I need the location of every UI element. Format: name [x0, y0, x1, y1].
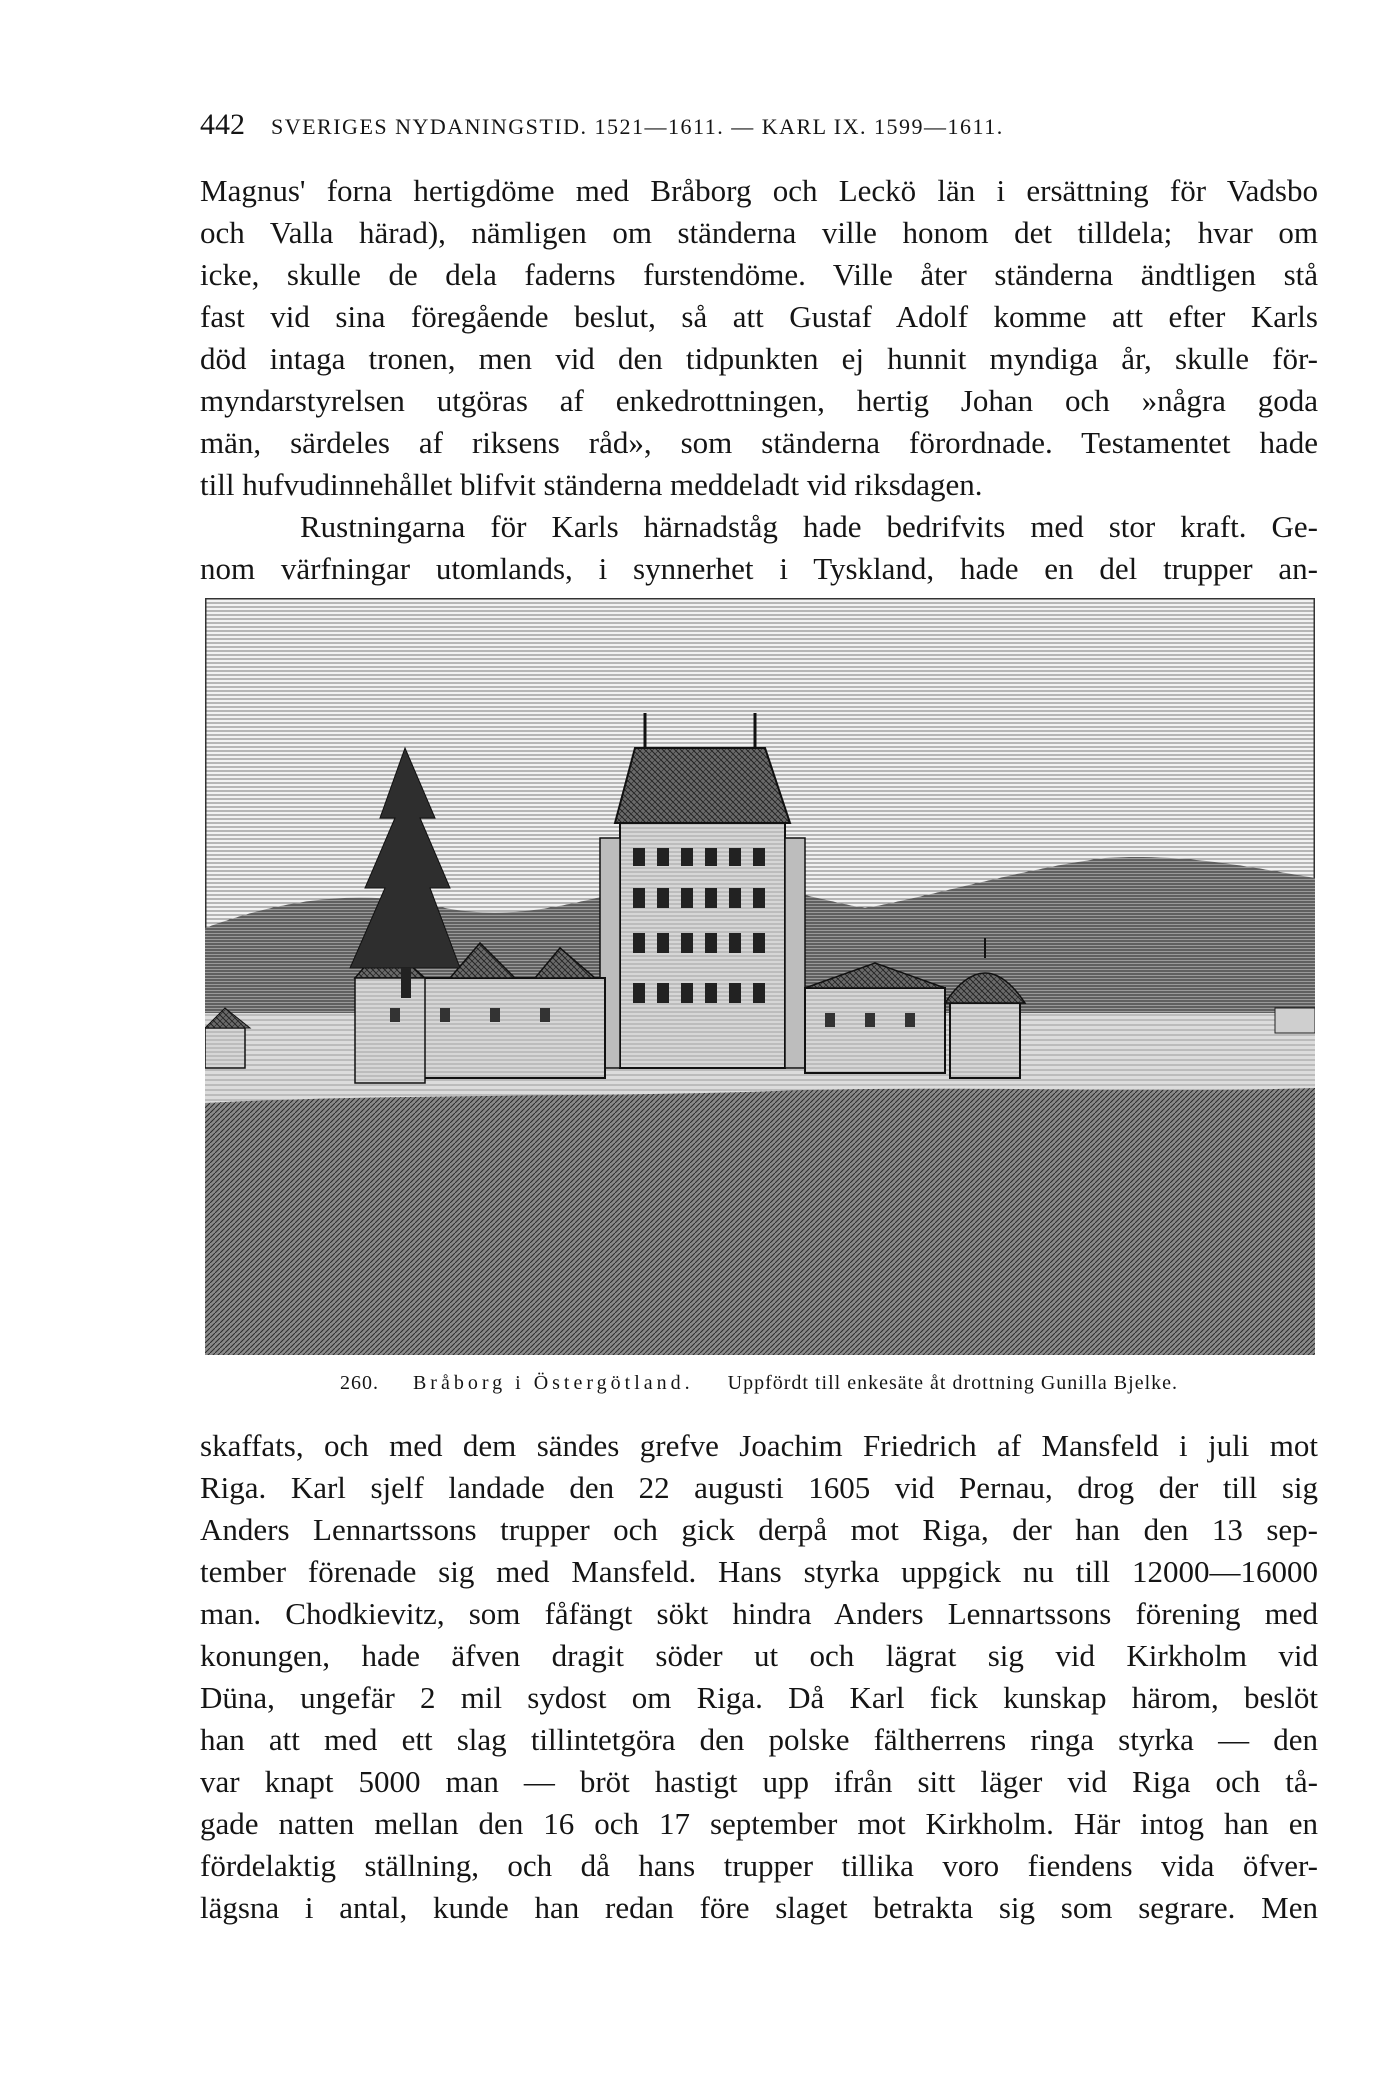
right-building [1275, 1008, 1315, 1033]
top-paragraphs [200, 170, 1318, 590]
text-line: konungen, hade äfven dragit söder ut och lägrat sig vid Kirkholm vid [200, 1638, 1318, 1673]
figure-description: Uppfördt till enkesäte åt drottning Gunilla Bjelke. [727, 1372, 1179, 1394]
engraving-illustration [205, 598, 1315, 1355]
running-header [200, 108, 1300, 142]
figure-number: 260. [339, 1372, 379, 1394]
text-line: Rustningarna för Karls härnadståg hade bedrifvits med stor kraft. Ge- [300, 509, 1318, 544]
text-line: nom värfningar utomlands, i synnerhet i Tyskland, hade en del trupper an- [200, 551, 1318, 586]
castle-engraving [205, 598, 1315, 1355]
running-title: SVERIGES NYDANINGSTID. 1521—1611. — KARL IX. 1599—1611. [271, 114, 1004, 139]
text-line: skaffats, och med dem sändes grefve Joachim Friedrich af Mansfeld i juli mot [200, 1428, 1318, 1463]
text-line: Anders Lennartssons trupper och gick derpå mot Riga, der han den 13 sep- [200, 1512, 1318, 1547]
text-line: Riga. Karl sjelf landade den 22 augusti 1605 vid Pernau, drog der till sig [200, 1470, 1318, 1505]
figure-place: Bråborg i Östergötland. [412, 1372, 694, 1394]
text-line: han att med ett slag tillintetgöra den polske fältherrens ringa styrka — den [200, 1722, 1318, 1757]
bottom-paragraphs [200, 1425, 1318, 1929]
figure-caption [200, 1372, 1318, 1395]
foreground-meadow [205, 1088, 1315, 1355]
text-line: lägsna i antal, kunde han redan före slaget betrakta sig som segrare. Men [200, 1890, 1318, 1925]
text-line: och Valla härad), nämligen om ständerna ville honom det tilldela; hvar om [200, 215, 1318, 250]
text-line: man. Chodkievitz, som fåfängt sökt hindra Anders Lennartssons förening med [200, 1596, 1318, 1631]
text-line: myndarstyrelsen utgöras af enkedrottningen, hertig Johan och »några goda [200, 383, 1318, 418]
text-line: fördelaktig ställning, och då hans trupper tillika voro fiendens vida öfver- [200, 1848, 1318, 1883]
page-number: 442 [200, 108, 245, 141]
text-line: var knapt 5000 man — bröt hastigt upp ifrån sitt läger vid Riga och tå- [200, 1764, 1318, 1799]
text-line: gade natten mellan den 16 och 17 september mot Kirkholm. Här intog han en [200, 1806, 1318, 1841]
text-line: icke, skulle de dela faderns furstendöme. Ville åter ständerna ändtligen stå [200, 257, 1318, 292]
text-line: död intaga tronen, men vid den tidpunkten ej hunnit myndiga år, skulle för- [200, 341, 1318, 376]
text-line: fast vid sina föregående beslut, så att Gustaf Adolf komme att efter Karls [200, 299, 1318, 334]
text-line: män, särdeles af riksens råd», som ständerna förordnade. Testamentet hade [200, 425, 1318, 460]
text-line: tember förenade sig med Mansfeld. Hans styrka uppgick nu till 12000—16000 [200, 1554, 1318, 1589]
text-line: till hufvudinnehållet blifvit ständerna meddeladt vid riksdagen. [200, 467, 983, 502]
text-line: Düna, ungefär 2 mil sydost om Riga. Då Karl fick kunskap härom, beslöt [200, 1680, 1318, 1715]
text-line: Magnus' forna hertigdöme med Bråborg och Leckö län i ersättning för Vadsbo [200, 173, 1318, 208]
